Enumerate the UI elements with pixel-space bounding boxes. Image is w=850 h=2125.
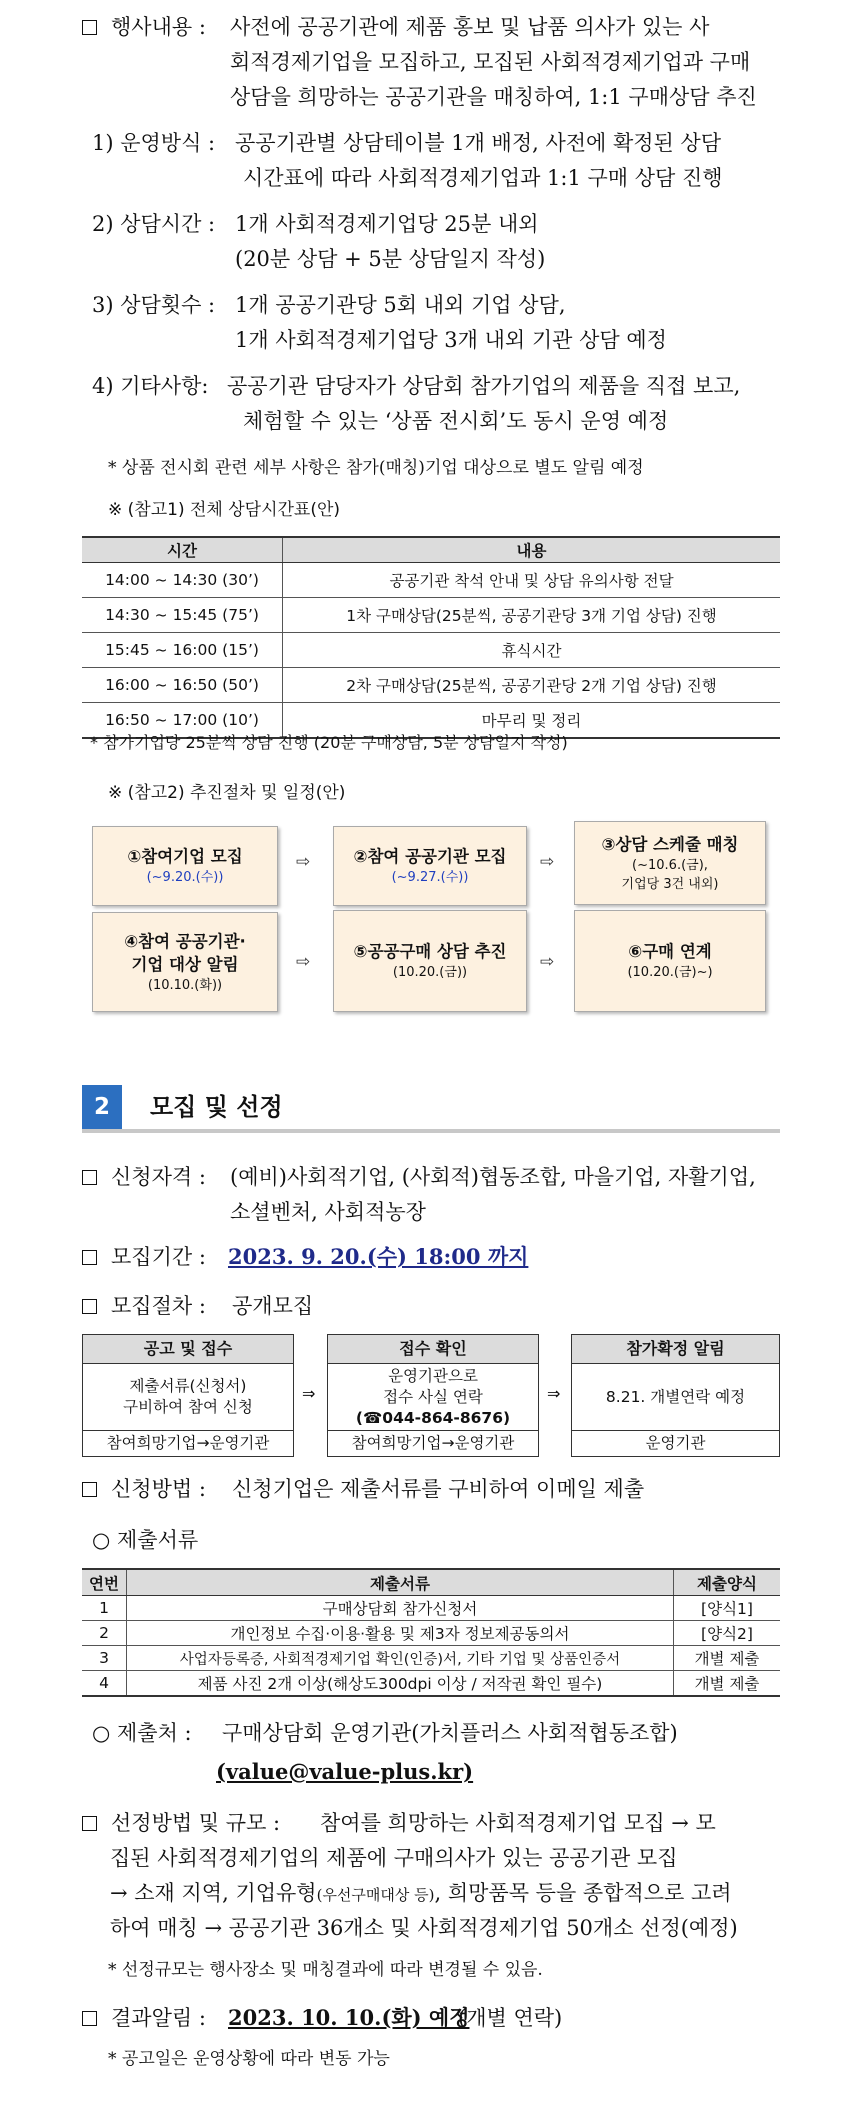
schedule-note: * 참가기업당 25분씩 상담 진행 (20분 구매상담, 5분 상담일지 작성): [90, 733, 568, 752]
selection-line3-b: (우선구매대상 등): [316, 1886, 435, 1904]
flow-step-3: [571, 1334, 780, 1457]
docs-form: [양식1]: [674, 1596, 781, 1621]
flow-step-1: [82, 1334, 294, 1457]
flow-body-line: 8.21. 개별연락 예정: [605, 1387, 746, 1406]
schedule-content: 휴식시간: [283, 633, 781, 668]
docs-no: 4: [82, 1671, 127, 1697]
item-line: 1개 공공기관당 5회 내외 기업 상담,: [235, 293, 566, 317]
schedule-content: 공공기관 착석 안내 및 상담 유의사항 전달: [283, 563, 781, 598]
eligibility-line: (예비)사회적기업, (사회적)협동조합, 마을기업, 자활기업,: [230, 1165, 756, 1189]
schedule-header-time: 시간: [82, 537, 283, 563]
procedure-step-3: [574, 821, 766, 905]
docs-no: 1: [82, 1596, 127, 1621]
docs-form: 개별 제출: [674, 1671, 781, 1697]
selection-line: 참여를 희망하는 사회적경제기업 모집 → 모: [320, 1811, 716, 1835]
table-row: [82, 1621, 780, 1646]
flow-body-line: 제출서류(신청서): [129, 1377, 247, 1395]
section-title: 모집 및 선정: [150, 1093, 283, 1121]
flow-head: 공고 및 접수: [83, 1335, 293, 1364]
period-value: 2023. 9. 20.(수) 18:00 까지: [228, 1244, 529, 1269]
flow-foot: 운영기관: [645, 1434, 706, 1452]
table-row: [82, 1646, 780, 1671]
item-line: 1개 사회적경제기업당 25분 내외: [235, 212, 539, 236]
process-value: 공개모집: [232, 1294, 314, 1318]
flow-step-2: [327, 1334, 539, 1457]
step-title: ③상담 스케줄 매칭: [601, 834, 739, 854]
period-label: 모집기간 :: [111, 1245, 206, 1269]
step-date: (~9.27.(수)): [391, 870, 469, 885]
table-row: [82, 668, 780, 703]
step-date: (10.10.(화)): [147, 977, 223, 993]
method-label: 신청방법 :: [111, 1477, 206, 1501]
docs-no: 2: [82, 1621, 127, 1646]
docs-name: 구매상담회 참가신청서: [127, 1596, 674, 1621]
flow-body: [572, 1364, 779, 1431]
step-title: ①참여기업 모집: [127, 847, 243, 866]
schedule-time: 16:50 ~ 17:00 (10’): [82, 703, 283, 739]
flow-body-line: 구비하여 참여 신청: [123, 1398, 253, 1416]
selection-line: 하여 매칭 → 공공기관 36개소 및 사회적경제기업 50개소 선정(예정): [110, 1916, 738, 1940]
section-number: 2: [82, 1085, 122, 1129]
flow-foot: 참여희망기업→운영기관: [351, 1434, 515, 1452]
checkbox-square-icon: [82, 1482, 97, 1497]
docs-header-no: 연번: [82, 1569, 127, 1596]
schedule-content: 2차 구매상담(25분씩, 공공기관당 2개 기업 상담) 진행: [283, 668, 781, 703]
item-label: 3) 상담횟수 :: [92, 293, 216, 317]
result-value: 2023. 10. 10.(화) 예정: [228, 2005, 470, 2030]
selection-section: [82, 1806, 280, 1840]
procedure-step-5: [333, 910, 527, 1012]
schedule-time: 14:00 ~ 14:30 (30’): [82, 563, 283, 598]
step-date: (10.20.(금)): [392, 965, 468, 980]
schedule-content: 마무리 및 정리: [283, 703, 781, 739]
documents-table: [82, 1568, 780, 1697]
step-date: (10.20.(금)~): [627, 965, 713, 980]
docs-name: 사업자등록증, 사회적경제기업 확인(인증)서, 기타 기업 및 상품인증서: [127, 1646, 674, 1671]
step-title: ②참여 공공기관 모집: [353, 847, 507, 866]
checkbox-square-icon: [82, 1170, 97, 1185]
procedure-step-4: [92, 912, 278, 1012]
docs-title: ○ 제출서류: [92, 1528, 199, 1552]
step-title: ⑤공공구매 상담 추진: [353, 942, 507, 961]
event-line: 사전에 공공기관에 제품 홍보 및 납품 의사가 있는 사: [230, 15, 710, 39]
result-section: [82, 2001, 206, 2035]
table-row: [82, 598, 780, 633]
item-label: 1) 운영방식 :: [92, 131, 216, 155]
arrow-right-icon: ⇒: [547, 1384, 561, 1403]
table-row: [82, 633, 780, 668]
item-line: 시간표에 따라 사회적경제기업과 1:1 구매 상담 진행: [243, 166, 723, 190]
flow-body: [83, 1364, 293, 1431]
docs-no: 3: [82, 1646, 127, 1671]
event-line: 상담을 희망하는 공공기관을 매칭하여, 1:1 구매상담 추진: [230, 85, 757, 109]
procedure-step-2: [333, 826, 527, 906]
docs-name: 개인정보 수집·이용·활용 및 제3자 정보제공동의서: [127, 1621, 674, 1646]
process-label: 모집절차 :: [111, 1294, 206, 1318]
item-label: 2) 상담시간 :: [92, 212, 216, 236]
item-line: 공공기관별 상담테이블 1개 배정, 사전에 확정된 상담: [235, 131, 722, 155]
checkbox-square-icon: [82, 2011, 97, 2026]
event-section: [82, 10, 206, 44]
procedure-step-6: [574, 910, 766, 1012]
selection-label: 선정방법 및 규모 :: [111, 1811, 281, 1835]
docs-header-row: [82, 1569, 780, 1596]
item-line: 1개 사회적경제기업당 3개 내외 기관 상담 예정: [235, 328, 667, 352]
table-row: [82, 563, 780, 598]
item-label: 4) 기타사항:: [92, 374, 209, 398]
table-row: [82, 1596, 780, 1621]
ref2-title: ※ (참고2) 추진절차 및 일정(안): [108, 783, 346, 803]
selection-line3-a: → 소재 지역, 기업유형: [110, 1881, 317, 1905]
schedule-time: 14:30 ~ 15:45 (75’): [82, 598, 283, 633]
selection-line3-c: , 희망품목 등을 종합적으로 고려: [434, 1881, 732, 1905]
item-line: (20분 상담 + 5분 상담일지 작성): [235, 247, 546, 271]
exhibit-note: * 상품 전시회 관련 세부 사항은 참가(매칭)기업 대상으로 별도 알림 예정: [108, 458, 644, 478]
flow-foot: 참여희망기업→운영기관: [106, 1434, 270, 1452]
submit-email[interactable]: (value@value-plus.kr): [216, 1759, 474, 1784]
arrow-right-icon: ⇨: [540, 852, 555, 872]
selection-line: [110, 1876, 732, 1912]
item-line: 체험할 수 있는 ‘상품 전시회’도 동시 운영 예정: [243, 409, 669, 433]
arrow-right-icon: ⇨: [540, 952, 555, 972]
step-date-detail: 기업당 3건 내외): [621, 876, 719, 892]
step-title: ⑥구매 연계: [628, 942, 712, 961]
docs-header-form: 제출양식: [674, 1569, 781, 1596]
schedule-time: 16:00 ~ 16:50 (50’): [82, 668, 283, 703]
selection-note: * 선정규모는 행사장소 및 매칭결과에 따라 변경될 수 있음.: [108, 1960, 543, 1980]
section-divider: [82, 1129, 780, 1133]
docs-form: 개별 제출: [674, 1646, 781, 1671]
procedure-step-1: [92, 826, 278, 906]
schedule-header-row: [82, 537, 780, 563]
result-note: * 공고일은 운영상황에 따라 변동 가능: [108, 2049, 390, 2069]
event-line: 회적경제기업을 모집하고, 모집된 사회적경제기업과 구매: [230, 50, 751, 74]
flow-body-line: 운영기관으로: [388, 1366, 478, 1385]
event-label: 행사내용 :: [111, 15, 206, 39]
step-date: (~10.6.(금),: [632, 857, 708, 873]
docs-header-doc: 제출서류: [127, 1569, 674, 1596]
eligibility-label: 신청자격 :: [111, 1165, 206, 1189]
eligibility-line: 소셜벤처, 사회적농장: [230, 1200, 426, 1224]
flow-body-line: 접수 사실 연락: [383, 1387, 483, 1406]
eligibility-section: [82, 1160, 206, 1194]
checkbox-square-icon: [82, 1299, 97, 1314]
schedule-content: 1차 구매상담(25분씩, 공공기관당 3개 기업 상담) 진행: [283, 598, 781, 633]
flow-body-phone: (☎044-864-8676): [355, 1408, 511, 1427]
submit-value: 구매상담회 운영기관(가치플러스 사회적협동조합): [222, 1721, 678, 1745]
arrow-right-icon: ⇒: [302, 1384, 316, 1403]
step-date: (~9.20.(수)): [146, 870, 224, 885]
arrow-right-icon: ⇨: [296, 952, 311, 972]
method-section: [82, 1472, 206, 1506]
table-row: [82, 1671, 780, 1697]
docs-form: [양식2]: [674, 1621, 781, 1646]
step-title-line2: 기업 대상 알림: [131, 954, 239, 974]
schedule-time: 15:45 ~ 16:00 (15’): [82, 633, 283, 668]
ref1-title: ※ (참고1) 전체 상담시간표(안): [108, 500, 341, 520]
schedule-header-content: 내용: [283, 537, 781, 563]
result-label: 결과알림 :: [111, 2006, 206, 2030]
schedule-table: [82, 536, 780, 739]
period-section: [82, 1240, 206, 1274]
checkbox-square-icon: [82, 20, 97, 35]
docs-name: 제품 사진 2개 이상(해상도300dpi 이상 / 저작권 확인 필수): [127, 1671, 674, 1697]
step-title: ④참여 공공기관·: [124, 931, 246, 951]
flow-head: 접수 확인: [328, 1335, 538, 1364]
arrow-right-icon: ⇨: [296, 852, 311, 872]
submit-label: ○ 제출처 :: [92, 1721, 192, 1745]
checkbox-square-icon: [82, 1250, 97, 1265]
selection-line: 집된 사회적경제기업의 제품에 구매의사가 있는 공공기관 모집: [110, 1846, 678, 1870]
item-line: 공공기관 담당자가 상담회 참가기업의 제품을 직접 보고,: [227, 374, 741, 398]
checkbox-square-icon: [82, 1816, 97, 1831]
process-section: [82, 1289, 206, 1323]
result-suffix: (개별 연락): [458, 2006, 563, 2030]
flow-head: 참가확정 알림: [572, 1335, 779, 1364]
flow-body: [328, 1364, 538, 1431]
method-value: 신청기업은 제출서류를 구비하여 이메일 제출: [232, 1477, 645, 1501]
